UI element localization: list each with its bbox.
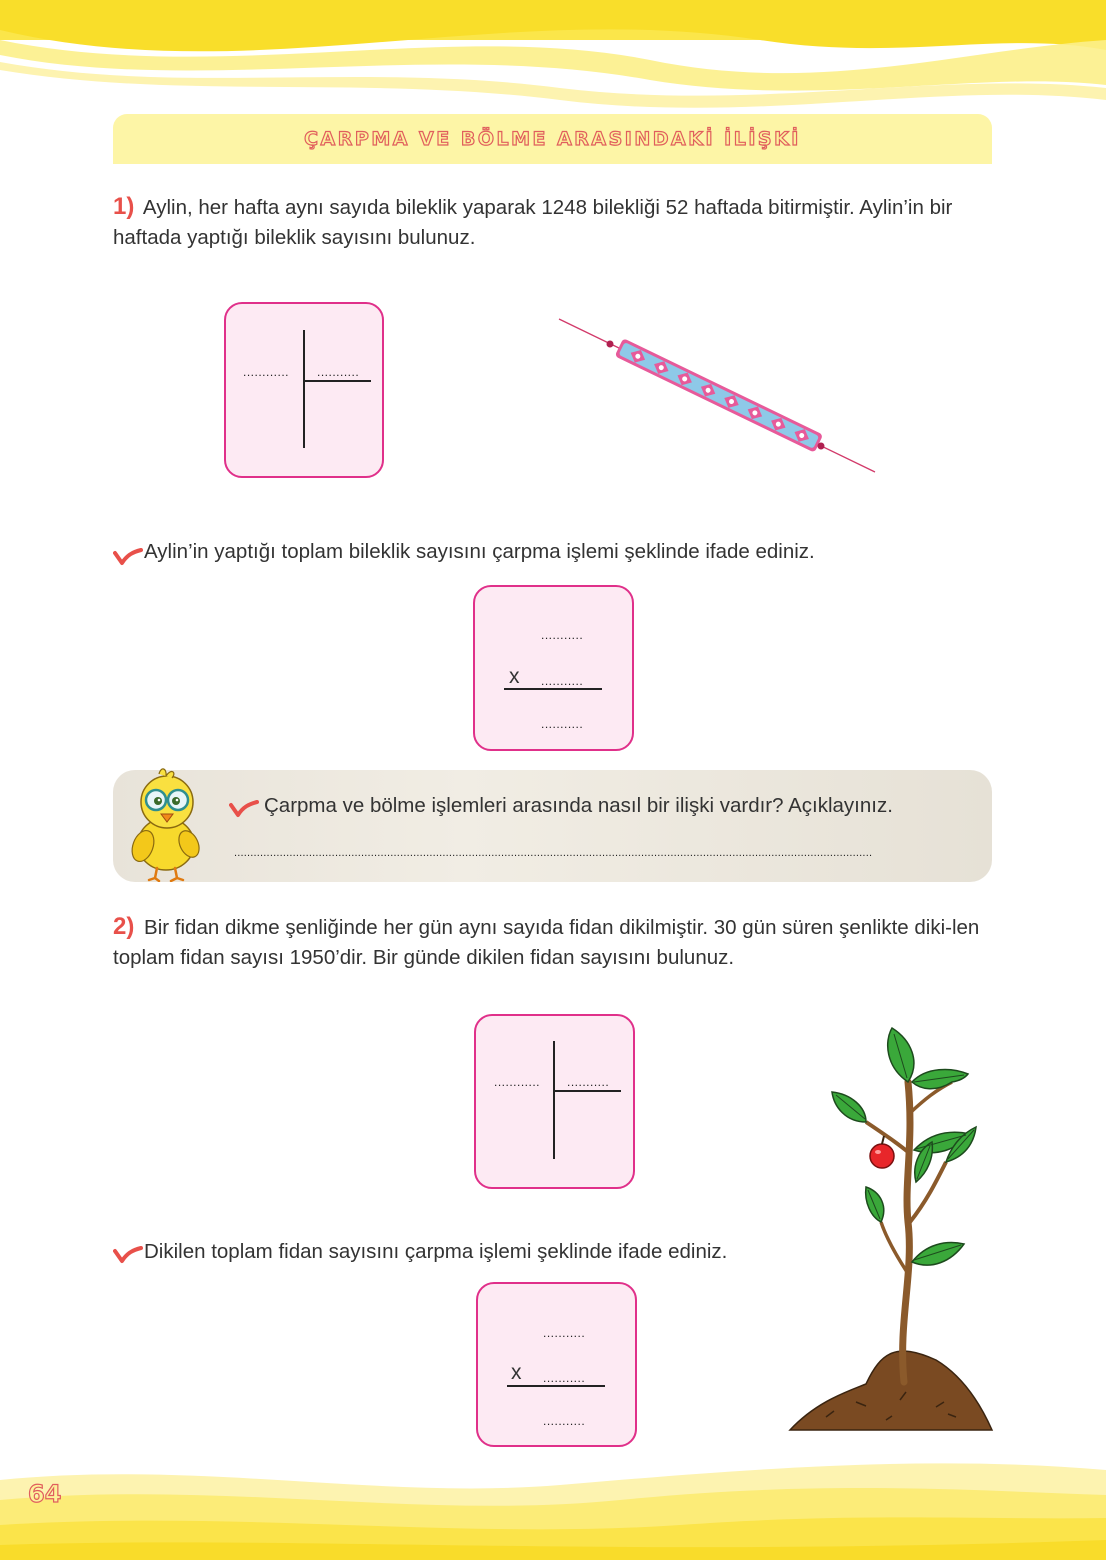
divisor-blank[interactable]: ........... — [317, 365, 360, 379]
top-wave-decoration — [0, 0, 1106, 110]
multiplication-line — [507, 1385, 605, 1387]
question-2-number: 2) — [113, 913, 135, 940]
question-2-text: Bir fidan dikme şenliğinde her gün aynı sayıda fidan dikilmiştir. 30 gün süren şenlikte diki-len toplam fidan sayısı 1950’dir. Bir günde dikilen fidan sayısını bulunuz. — [113, 916, 980, 969]
product-blank[interactable]: ........... — [541, 717, 584, 731]
question-1-prompt: Aylin’in yaptığı toplam bileklik sayısını çarpma işlemi şeklinde ifade ediniz. — [144, 540, 815, 563]
question-1-number: 1) — [113, 193, 135, 220]
page-number: 64 — [28, 1480, 62, 1508]
bracelet-image — [555, 315, 880, 475]
note-panel — [113, 770, 992, 882]
title-banner — [113, 114, 992, 164]
question-2 — [113, 912, 993, 973]
answer-line[interactable]: .................................................................................................................................................................................................... — [234, 847, 873, 859]
multiplier-blank[interactable]: ........... — [541, 674, 584, 688]
division-horizontal-line — [303, 380, 371, 382]
page-title: ÇARPMA VE BÖLME ARASINDAKİ İLİŞKİ — [304, 128, 801, 150]
note-question: Çarpma ve bölme işlemleri arasında nasıl bir ilişki vardır? Açıklayınız. — [264, 794, 893, 817]
check-mark-icon — [229, 798, 259, 818]
divisor-blank[interactable]: ........... — [567, 1075, 610, 1089]
multiply-sign: x — [511, 1361, 522, 1384]
multiply-sign: x — [509, 665, 520, 688]
division-box-2 — [474, 1014, 635, 1189]
check-mark-icon — [113, 546, 143, 566]
division-horizontal-line — [553, 1090, 621, 1092]
bottom-wave-decoration — [0, 1440, 1106, 1560]
dividend-blank[interactable]: ............ — [494, 1075, 541, 1089]
chick-image — [119, 764, 211, 882]
multiplicand-blank[interactable]: ........... — [541, 628, 584, 642]
sapling-image — [786, 1022, 996, 1442]
check-mark-icon — [113, 1244, 143, 1264]
multiplication-box-1 — [473, 585, 634, 751]
product-blank[interactable]: ........... — [543, 1414, 586, 1428]
question-1 — [113, 192, 993, 253]
multiplication-box-2 — [476, 1282, 637, 1447]
division-box-1 — [224, 302, 384, 478]
question-1-text: Aylin, her hafta aynı sayıda bileklik yaparak 1248 bilekliği 52 haftada bitirmiştir. Aylin’in bir haftada yaptığı bileklik sayısını bulunuz. — [113, 196, 953, 249]
dividend-blank[interactable]: ............ — [243, 365, 290, 379]
multiplicand-blank[interactable]: ........... — [543, 1326, 586, 1340]
multiplication-line — [504, 688, 602, 690]
multiplier-blank[interactable]: ........... — [543, 1371, 586, 1385]
division-vertical-line — [303, 330, 305, 448]
division-vertical-line — [553, 1041, 555, 1159]
question-2-prompt: Dikilen toplam fidan sayısını çarpma işlemi şeklinde ifade ediniz. — [144, 1240, 728, 1263]
